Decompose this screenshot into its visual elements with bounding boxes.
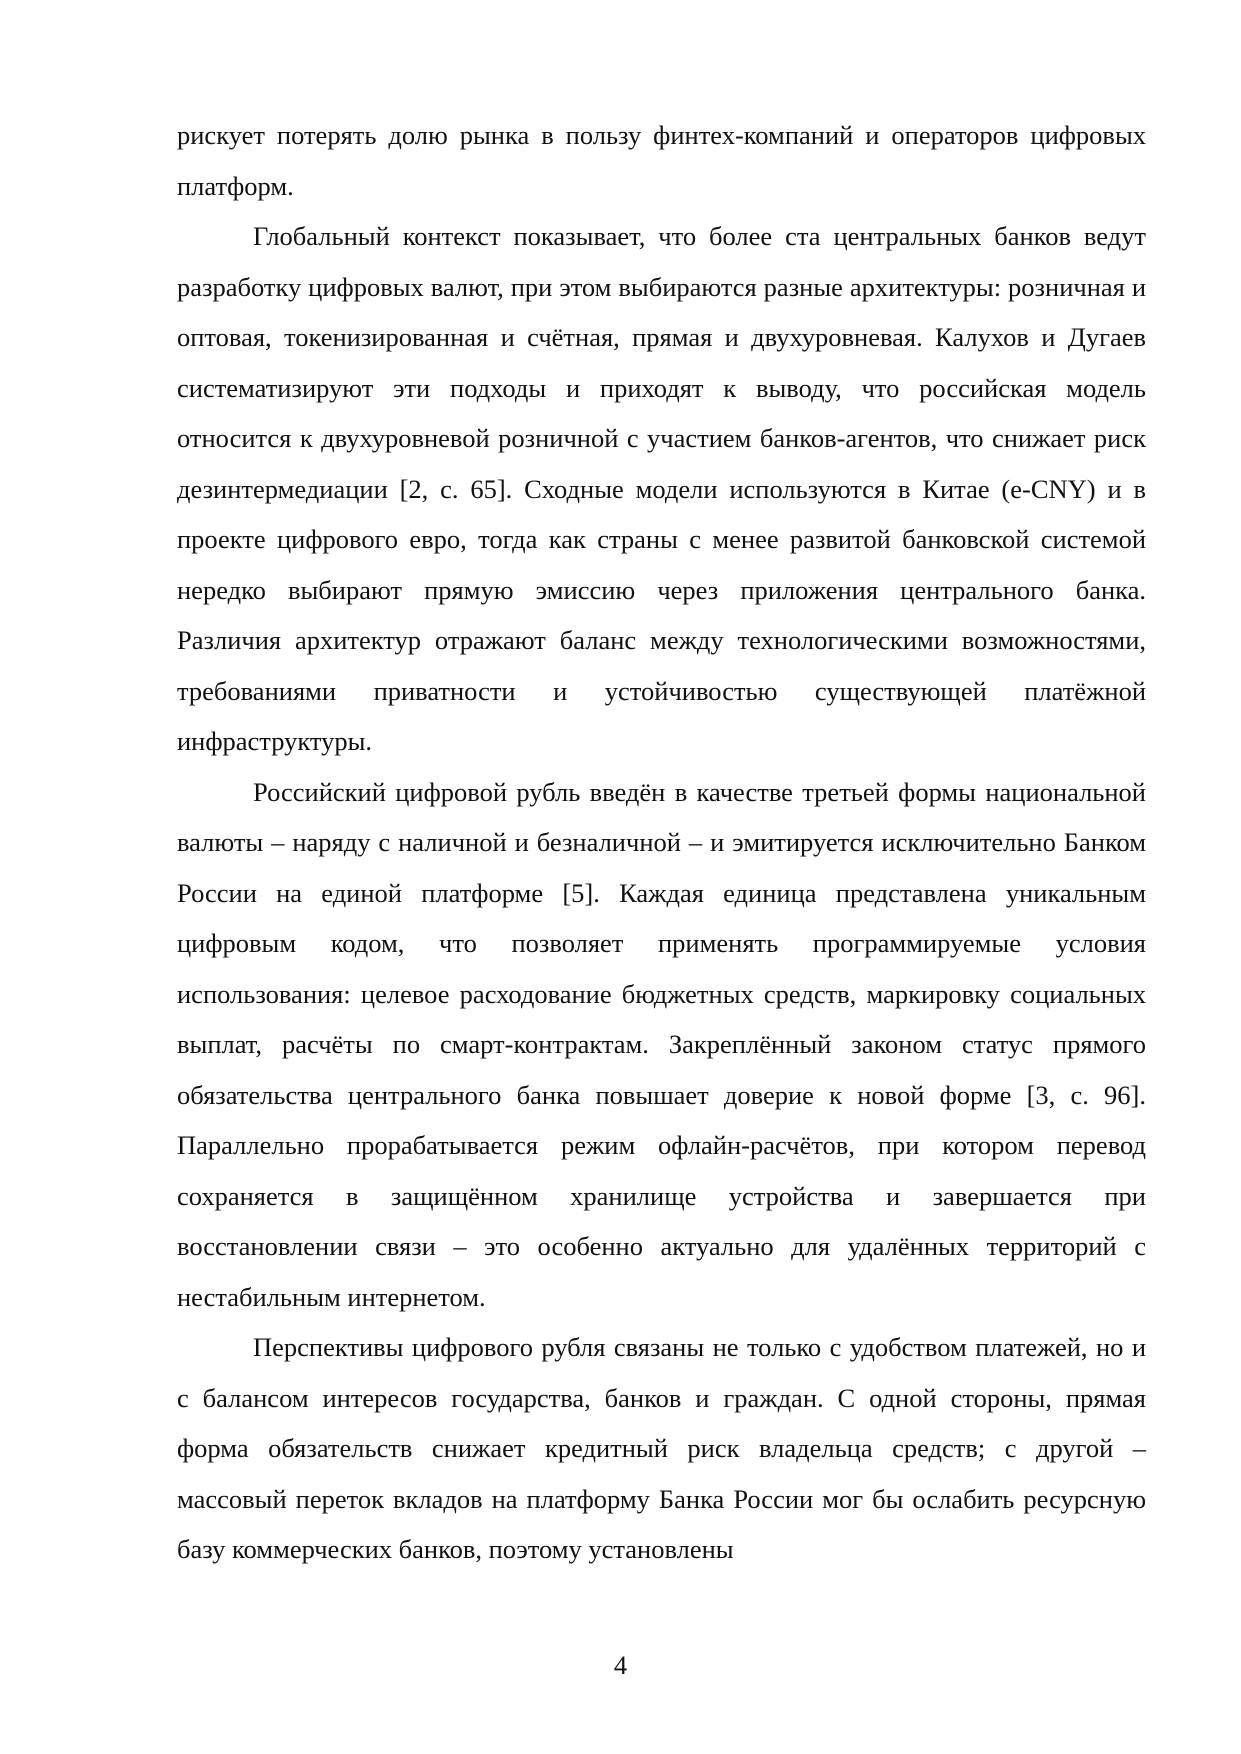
paragraph-perspectives: Перспективы цифрового рубля связаны не только с удобством платежей, но и с балансом интересов государства, банков и граждан. С одной стороны, прямая форма обязательств снижает кредитный риск владельца средств; с другой – массовый переток вкладов на платформу Банка России мог бы ослабить ресурсную базу коммерческих банков, поэтому установлены: [177, 1332, 1146, 1564]
paragraph-global-context: Глобальный контекст показывает, что более ста центральных банков ведут разработку цифровых валют, при этом выбираются разные архитектуры: розничная и оптовая, токенизированная и счётная, прямая и двухуровневая. Калухов и Дугаев систематизируют эти подходы и приходят к выводу, что российская модель относится к двухуровневой розничной с участием банков-агентов, что снижает риск дезинтермедиации [2, с. 65]. Сходные модели используются в Китае (e-CNY) и в проекте цифрового евро, тогда как страны с менее развитой банковской системой нередко выбирают прямую эмиссию через приложения центрального банка. Различия архитектур отражают баланс между технологическими возможностями, требованиями приватности и устойчивостью существующей платёжной инфраструктуры.: [177, 221, 1146, 756]
paragraph-continuation: рискует потерять долю рынка в пользу финтех-компаний и операторов цифровых платформ.: [177, 120, 1146, 201]
page-number: 4: [613, 1650, 628, 1680]
body-text: [177, 110, 1146, 1575]
paragraph-russian-digital-ruble: Российский цифровой рубль введён в качестве третьей формы национальной валюты – наряду с наличной и безналичной – и эмитируется исключительно Банком России на единой платформе [5]. Каждая единица представлена уникальным цифровым кодом, что позволяет применять программируемые условия использования: целевое расходование бюджетных средств, маркировку социальных выплат, расчёты по смарт-контрактам. Закреплённый законом статус прямого обязательства центрального банка повышает доверие к новой форме [3, с. 96]. Параллельно прорабатывается режим офлайн-расчётов, при котором перевод сохраняется в защищённом хранилище устройства и завершается при восстановлении связи – это особенно актуально для удалённых территорий с нестабильным интернетом.: [177, 776, 1146, 1312]
